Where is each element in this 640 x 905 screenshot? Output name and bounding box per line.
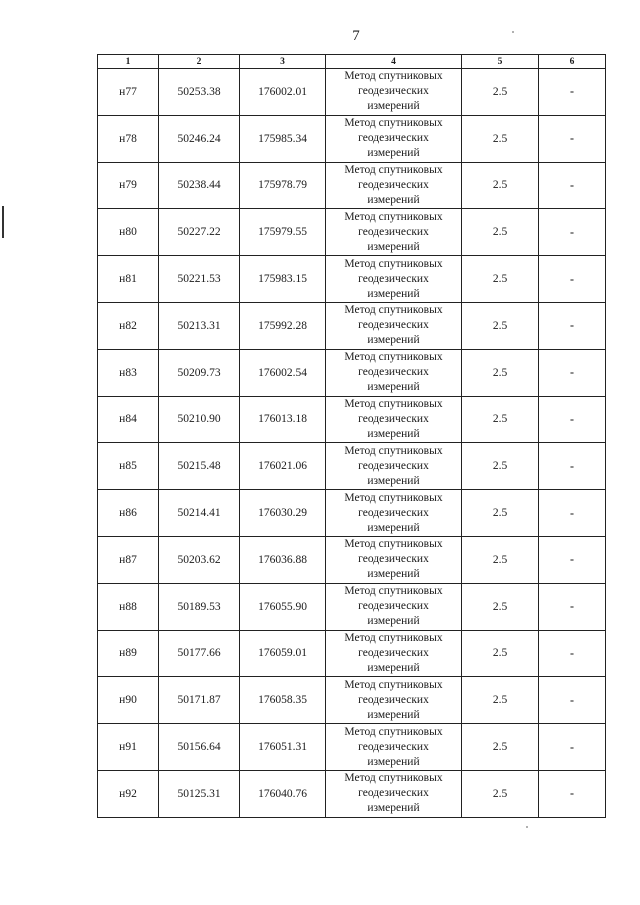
y-coordinate-cell: 176030.29 — [240, 490, 326, 537]
x-coordinate-cell: 50209.73 — [159, 349, 240, 396]
method-line: Метод спутниковых — [344, 444, 443, 457]
method-line: измерений — [367, 521, 420, 534]
method-line: Метод спутниковых — [344, 678, 443, 691]
accuracy-cell: 2.5 — [462, 443, 539, 490]
accuracy-cell: 2.5 — [462, 115, 539, 162]
note-cell: - — [539, 536, 606, 583]
method-line: геодезических — [358, 600, 429, 613]
accuracy-cell: 2.5 — [462, 256, 539, 303]
table-row — [98, 724, 606, 771]
method-line: Метод спутниковых — [344, 772, 443, 785]
method-line: измерений — [367, 474, 420, 487]
column-header-2: 2 — [159, 55, 240, 69]
method-line: измерений — [367, 427, 420, 440]
point-cell: н92 — [98, 770, 159, 817]
y-coordinate-cell: 175979.55 — [240, 209, 326, 256]
column-header-4: 4 — [326, 55, 462, 69]
method-line: измерений — [367, 240, 420, 253]
table-header-row — [98, 55, 606, 69]
y-coordinate-cell: 175978.79 — [240, 162, 326, 209]
table-row — [98, 256, 606, 303]
table-row — [98, 302, 606, 349]
table-row — [98, 349, 606, 396]
point-cell: н86 — [98, 490, 159, 537]
method-line: измерений — [367, 100, 420, 113]
method-line: геодезических — [358, 553, 429, 566]
method-cell — [326, 770, 462, 817]
point-cell: н89 — [98, 630, 159, 677]
note-cell: - — [539, 583, 606, 630]
method-line: геодезических — [358, 85, 429, 98]
method-cell — [326, 583, 462, 630]
scan-speck — [526, 826, 528, 828]
method-cell — [326, 443, 462, 490]
method-cell — [326, 490, 462, 537]
method-line: измерений — [367, 615, 420, 628]
point-cell: н85 — [98, 443, 159, 490]
method-line: Метод спутниковых — [344, 210, 443, 223]
method-line: геодезических — [358, 787, 429, 800]
note-cell: - — [539, 443, 606, 490]
method-cell — [326, 69, 462, 116]
y-coordinate-cell: 176058.35 — [240, 677, 326, 724]
method-cell — [326, 396, 462, 443]
method-cell — [326, 630, 462, 677]
y-coordinate-cell: 176059.01 — [240, 630, 326, 677]
x-coordinate-cell: 50210.90 — [159, 396, 240, 443]
accuracy-cell: 2.5 — [462, 162, 539, 209]
table-row — [98, 536, 606, 583]
method-line: измерений — [367, 802, 420, 815]
scan-artifact — [2, 206, 4, 238]
method-line: Метод спутниковых — [344, 491, 443, 504]
method-cell — [326, 256, 462, 303]
table-row — [98, 583, 606, 630]
method-cell — [326, 349, 462, 396]
point-cell: н80 — [98, 209, 159, 256]
point-cell: н90 — [98, 677, 159, 724]
method-line: геодезических — [358, 319, 429, 332]
method-line: геодезических — [358, 225, 429, 238]
method-line: измерений — [367, 334, 420, 347]
note-cell: - — [539, 115, 606, 162]
method-line: измерений — [367, 193, 420, 206]
method-line: измерений — [367, 381, 420, 394]
x-coordinate-cell: 50203.62 — [159, 536, 240, 583]
method-line: геодезических — [358, 646, 429, 659]
note-cell: - — [539, 302, 606, 349]
method-line: геодезических — [358, 459, 429, 472]
accuracy-cell: 2.5 — [462, 536, 539, 583]
y-coordinate-cell: 175985.34 — [240, 115, 326, 162]
x-coordinate-cell: 50171.87 — [159, 677, 240, 724]
coordinates-table — [97, 54, 606, 818]
method-line: Метод спутниковых — [344, 257, 443, 270]
accuracy-cell: 2.5 — [462, 69, 539, 116]
method-cell — [326, 536, 462, 583]
accuracy-cell: 2.5 — [462, 396, 539, 443]
scan-speck — [512, 31, 514, 33]
table-row — [98, 162, 606, 209]
method-cell — [326, 302, 462, 349]
method-line: геодезических — [358, 693, 429, 706]
method-line: Метод спутниковых — [344, 585, 443, 598]
accuracy-cell: 2.5 — [462, 630, 539, 677]
method-line: геодезических — [358, 132, 429, 145]
column-header-3: 3 — [240, 55, 326, 69]
accuracy-cell: 2.5 — [462, 349, 539, 396]
note-cell: - — [539, 770, 606, 817]
column-header-6: 6 — [539, 55, 606, 69]
point-cell: н87 — [98, 536, 159, 583]
method-cell — [326, 162, 462, 209]
y-coordinate-cell: 175992.28 — [240, 302, 326, 349]
note-cell: - — [539, 69, 606, 116]
method-line: измерений — [367, 568, 420, 581]
x-coordinate-cell: 50213.31 — [159, 302, 240, 349]
x-coordinate-cell: 50227.22 — [159, 209, 240, 256]
x-coordinate-cell: 50156.64 — [159, 724, 240, 771]
point-cell: н79 — [98, 162, 159, 209]
method-cell — [326, 724, 462, 771]
column-header-1: 1 — [98, 55, 159, 69]
point-cell: н88 — [98, 583, 159, 630]
x-coordinate-cell: 50177.66 — [159, 630, 240, 677]
note-cell: - — [539, 349, 606, 396]
method-line: Метод спутниковых — [344, 117, 443, 130]
x-coordinate-cell: 50189.53 — [159, 583, 240, 630]
table-row — [98, 630, 606, 677]
table-row — [98, 770, 606, 817]
page-number: 7 — [352, 28, 360, 44]
method-line: Метод спутниковых — [344, 163, 443, 176]
x-coordinate-cell: 50214.41 — [159, 490, 240, 537]
x-coordinate-cell: 50125.31 — [159, 770, 240, 817]
column-header-5: 5 — [462, 55, 539, 69]
table-row — [98, 677, 606, 724]
x-coordinate-cell: 50238.44 — [159, 162, 240, 209]
point-cell: н77 — [98, 69, 159, 116]
y-coordinate-cell: 176002.54 — [240, 349, 326, 396]
y-coordinate-cell: 176051.31 — [240, 724, 326, 771]
point-cell: н78 — [98, 115, 159, 162]
point-cell: н84 — [98, 396, 159, 443]
y-coordinate-cell: 176040.76 — [240, 770, 326, 817]
method-line: измерений — [367, 287, 420, 300]
y-coordinate-cell: 176002.01 — [240, 69, 326, 116]
table-row — [98, 69, 606, 116]
note-cell: - — [539, 162, 606, 209]
y-coordinate-cell: 176055.90 — [240, 583, 326, 630]
note-cell: - — [539, 256, 606, 303]
point-cell: н91 — [98, 724, 159, 771]
accuracy-cell: 2.5 — [462, 677, 539, 724]
method-line: Метод спутниковых — [344, 70, 443, 83]
method-line: Метод спутниковых — [344, 304, 443, 317]
method-line: геодезических — [358, 412, 429, 425]
method-line: геодезических — [358, 740, 429, 753]
note-cell: - — [539, 396, 606, 443]
accuracy-cell: 2.5 — [462, 724, 539, 771]
method-line: геодезических — [358, 272, 429, 285]
y-coordinate-cell: 175983.15 — [240, 256, 326, 303]
x-coordinate-cell: 50215.48 — [159, 443, 240, 490]
method-cell — [326, 209, 462, 256]
x-coordinate-cell: 50253.38 — [159, 69, 240, 116]
point-cell: н83 — [98, 349, 159, 396]
x-coordinate-cell: 50246.24 — [159, 115, 240, 162]
method-line: геодезических — [358, 366, 429, 379]
method-cell — [326, 115, 462, 162]
method-line: измерений — [367, 147, 420, 160]
x-coordinate-cell: 50221.53 — [159, 256, 240, 303]
y-coordinate-cell: 176036.88 — [240, 536, 326, 583]
note-cell: - — [539, 630, 606, 677]
method-line: геодезических — [358, 506, 429, 519]
table-row — [98, 490, 606, 537]
accuracy-cell: 2.5 — [462, 583, 539, 630]
method-line: геодезических — [358, 178, 429, 191]
note-cell: - — [539, 677, 606, 724]
accuracy-cell: 2.5 — [462, 770, 539, 817]
method-line: Метод спутниковых — [344, 538, 443, 551]
method-line: измерений — [367, 755, 420, 768]
method-line: измерений — [367, 661, 420, 674]
accuracy-cell: 2.5 — [462, 302, 539, 349]
point-cell: н82 — [98, 302, 159, 349]
note-cell: - — [539, 209, 606, 256]
point-cell: н81 — [98, 256, 159, 303]
method-line: Метод спутниковых — [344, 397, 443, 410]
accuracy-cell: 2.5 — [462, 209, 539, 256]
method-line: Метод спутниковых — [344, 631, 443, 644]
table-row — [98, 396, 606, 443]
accuracy-cell: 2.5 — [462, 490, 539, 537]
table-row — [98, 115, 606, 162]
method-cell — [326, 677, 462, 724]
y-coordinate-cell: 176021.06 — [240, 443, 326, 490]
method-line: измерений — [367, 708, 420, 721]
note-cell: - — [539, 490, 606, 537]
table-row — [98, 443, 606, 490]
method-line: Метод спутниковых — [344, 725, 443, 738]
y-coordinate-cell: 176013.18 — [240, 396, 326, 443]
table-row — [98, 209, 606, 256]
method-line: Метод спутниковых — [344, 351, 443, 364]
note-cell: - — [539, 724, 606, 771]
